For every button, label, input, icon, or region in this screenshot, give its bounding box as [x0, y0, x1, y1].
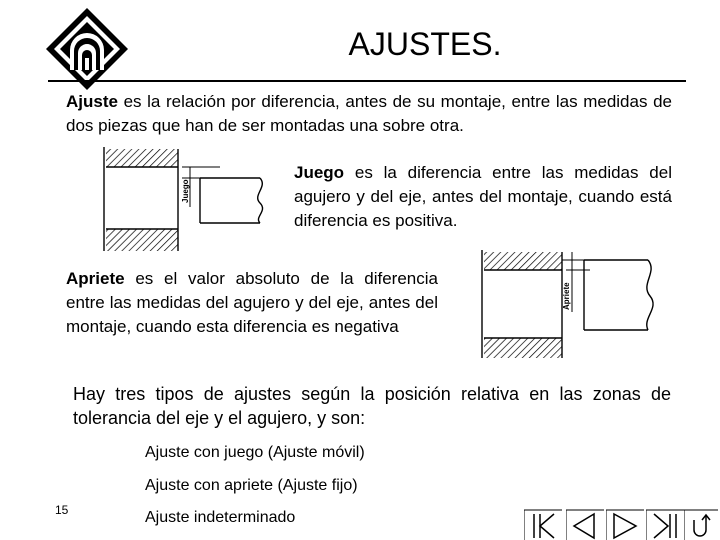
intro-text: es la relación por diferencia, antes de su montaje, entre las medidas de dos piezas que han de ser montadas una sobre otra.	[66, 92, 672, 135]
slide-navigation	[520, 508, 720, 540]
juego-diagram-label: Juego	[181, 179, 190, 203]
apriete-diagram-label: Apriete	[562, 282, 571, 310]
apriete-diagram	[478, 246, 672, 362]
apriete-paragraph	[66, 267, 438, 339]
juego-text: es la diferencia entre las medidas del agujero y del eje, antes del montaje, cuando está diferencia es positiva.	[294, 163, 672, 230]
list-item: Ajuste con juego (Ajuste móvil)	[145, 444, 365, 461]
intro-paragraph	[66, 90, 672, 138]
list-item: Ajuste indeterminado	[145, 509, 296, 526]
slide-title: AJUSTES.	[348, 26, 502, 62]
apriete-term: Apriete	[66, 269, 125, 288]
juego-paragraph	[294, 161, 672, 233]
list-item: Ajuste con apriete (Ajuste fijo)	[145, 477, 358, 494]
apriete-text: es el valor absoluto de la diferencia entre las medidas del agujero y del eje, antes del montaje, cuando esta diferencia es negativa	[66, 269, 438, 336]
juego-diagram	[100, 145, 280, 255]
page-number: 15	[55, 503, 69, 517]
title-divider	[48, 80, 686, 82]
first-slide-icon[interactable]	[524, 508, 562, 540]
last-slide-icon[interactable]	[646, 508, 684, 540]
juego-term: Juego	[294, 163, 345, 182]
previous-slide-icon[interactable]	[566, 508, 604, 540]
return-icon[interactable]	[684, 508, 718, 540]
intro-term: Ajuste	[66, 92, 118, 111]
next-slide-icon[interactable]	[606, 508, 644, 540]
tipos-paragraph: Hay tres tipos de ajustes según la posición relativa en las zonas de tolerancia del eje y el agujero, y son:	[73, 384, 671, 428]
